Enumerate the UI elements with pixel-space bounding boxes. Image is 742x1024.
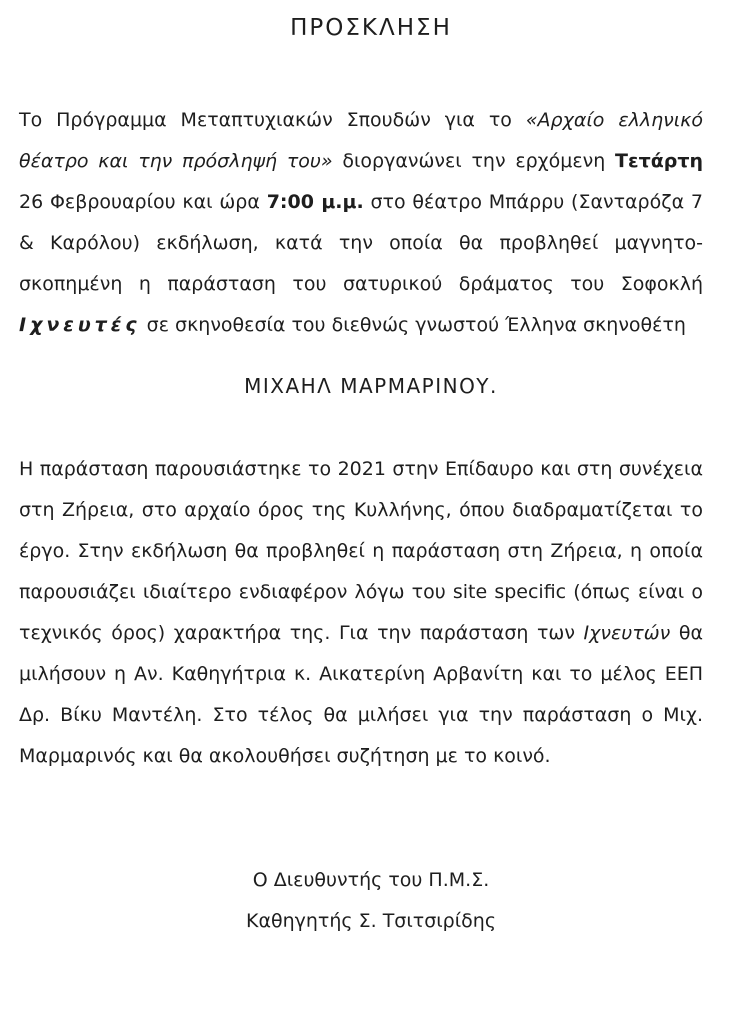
play-title-genitive: Ιχνευτών [583,622,671,644]
program-name: «Αρχαίο ελληνικό θέατρο και την πρόσληψή του» [19,109,704,172]
details-paragraph [19,449,703,777]
text-segment: Η παράσταση παρουσιάστηκε το 2021 στην Επίδαυρο και στη συνέχεια στη Ζήρεια, στο αρχαίο όρος της Κυλλήνης, όπου διαδραματίζεται το έργο. Στην εκδήλωση θα προβληθεί η παράσταση στη Ζήρεια, η οποία παρουσιάζει ιδιαίτερο ενδιαφέρον λόγω του site specific (όπως είναι ο τεχνικός όρος) χαρακτήρα της. Για την παράσταση των [19,458,703,644]
text-segment: 26 Φεβρουαρίου και ώρα [19,191,267,213]
text-segment: στο θέατρο Μπάρρυ (Σανταρόζα 7 & Καρόλου) εκδήλωση, κατά την οποία θα προβληθεί μαγνητοσκοπημένη η παράσταση του σατυρικού δράματος του Σοφοκλή [19,191,703,295]
event-paragraph [19,100,703,346]
text-segment: σε σκηνοθεσία του διεθνώς γνωστού Έλληνα σκηνοθέτη [140,314,686,336]
page-title: ΠΡΟΣΚΛΗΣΗ [290,15,452,41]
text-segment: Το Πρόγραμμα Μεταπτυχιακών Σπουδών για το [19,109,526,131]
signature-name: Καθηγητής Σ. Τσιτσιρίδης [246,910,496,932]
director-name: ΜΙΧΑΗΛ ΜΑΡΜΑΡΙΝΟΥ. [244,374,498,398]
play-title: Ιχνευτές [19,314,141,336]
event-time: 7:00 μ.μ. [266,191,364,213]
signature-role: Ο Διευθυντής του Π.Μ.Σ. [252,869,490,891]
event-day: Τετάρτη [615,150,703,172]
signature-block [0,860,742,942]
text-segment: διοργανώνει την ερχόμενη [332,150,616,172]
text-segment: θα μιλήσουν η Αν. Καθηγήτρια κ. Αικατερίνη Αρβανίτη και το μέλος ΕΕΠ Δρ. Βίκυ Μαντέλη. Στο τέλος θα μιλήσει για την παράσταση ο Μιχ. Μαρμαρινός και θα ακολουθήσει συζήτηση με το κοινό. [19,622,703,767]
